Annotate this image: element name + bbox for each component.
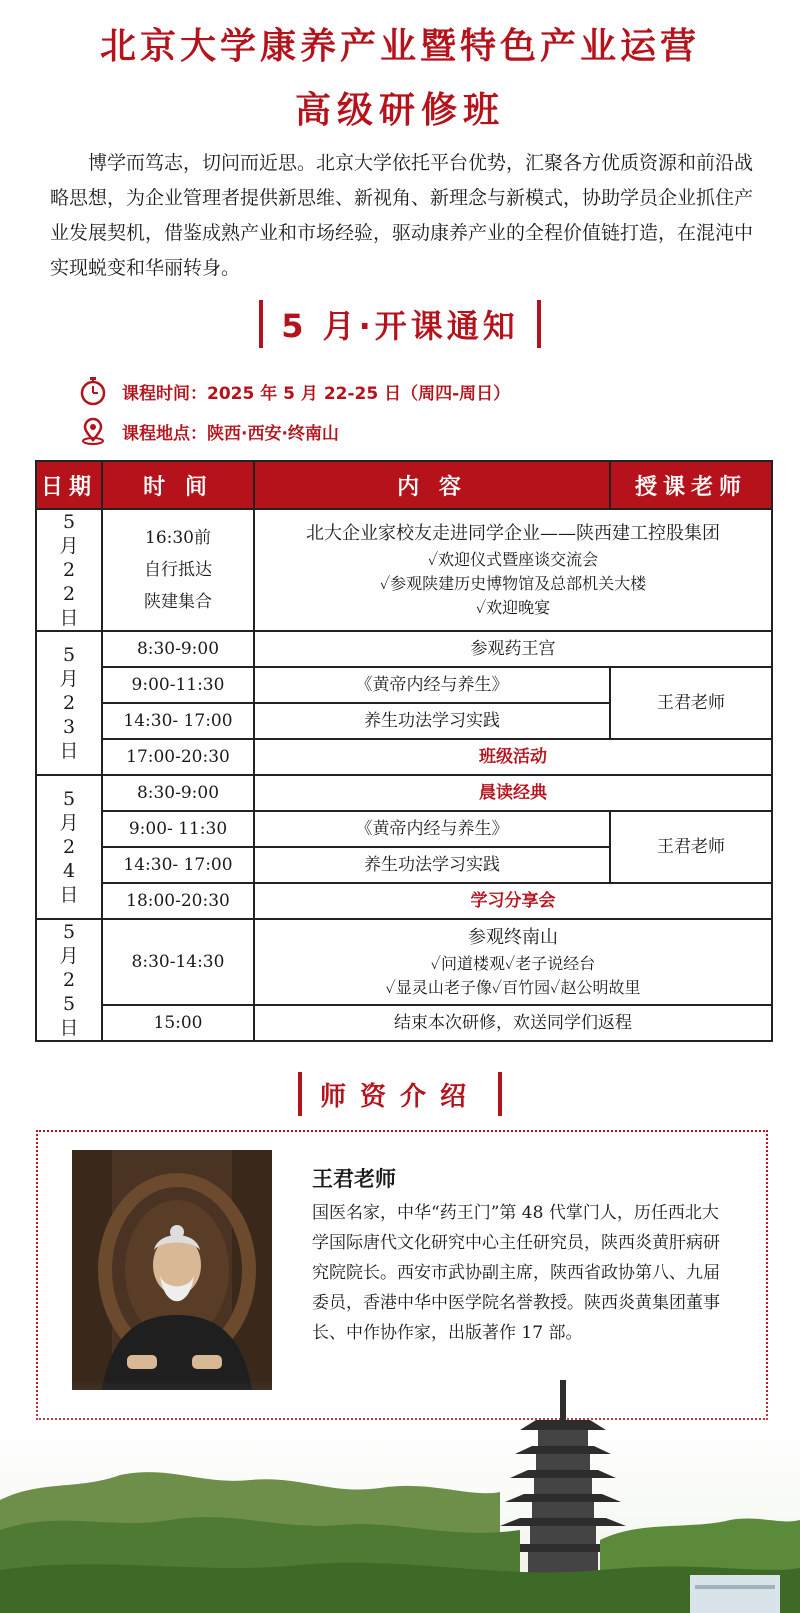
teacher-portrait xyxy=(72,1150,272,1390)
teacher-cell: 王君老师 xyxy=(610,811,772,883)
date-cell xyxy=(36,631,102,775)
time-cell: 15:00 xyxy=(102,1005,254,1041)
content-cell: 《黄帝内经与养生》 xyxy=(254,667,610,703)
date-cell xyxy=(36,509,102,631)
location-pin-icon xyxy=(78,416,108,446)
content-cell xyxy=(254,919,772,1005)
time-cell xyxy=(102,509,254,631)
time-line: 陕建集合 xyxy=(144,592,212,612)
teacher-bio: 国医名家，中华“药王门”第 48 代掌门人，历任西北大学国际唐代文化研究中心主任研究员，陕西炎黄肝病研究院院长。西安市武协副主席，陕西省政协第八、九届委员，香港中华中医学院名誉教授。陕西炎黄集团董事长、中作协作家，出版著作 17 部。 xyxy=(312,1203,720,1343)
table-row xyxy=(36,919,772,1005)
content-line: 参观终南山 xyxy=(468,927,558,948)
table-row xyxy=(36,509,772,631)
content-cell: 班级活动 xyxy=(254,739,772,775)
header-content: 内 容 xyxy=(254,461,610,509)
table-row xyxy=(36,631,772,667)
table-row xyxy=(36,667,772,703)
date-text: 5月22日 xyxy=(59,511,79,629)
date-cell xyxy=(36,775,102,919)
content-line: 北大企业家校友走进同学企业——陕西建工控股集团 xyxy=(306,523,720,544)
date-text: 5月23日 xyxy=(59,644,79,762)
content-cell: 结束本次研修，欢送同学们返程 xyxy=(254,1005,772,1041)
date-text: 5月25日 xyxy=(59,921,79,1039)
time-cell: 17:00-20:30 xyxy=(102,739,254,775)
content-cell xyxy=(254,509,772,631)
divider xyxy=(537,300,541,348)
content-cell: 养生功法学习实践 xyxy=(254,703,610,739)
header-teacher: 授课老师 xyxy=(610,461,772,509)
content-cell: 学习分享会 xyxy=(254,883,772,919)
content-cell: 参观药王宫 xyxy=(254,631,772,667)
table-row xyxy=(36,883,772,919)
content-line: ✓问道楼观✓老子说经台 xyxy=(430,954,596,973)
time-line: 自行抵达 xyxy=(144,560,212,580)
teacher-name: 王君老师 xyxy=(312,1167,396,1191)
header-date: 日期 xyxy=(36,461,102,509)
time-cell: 9:00- 11:30 xyxy=(102,811,254,847)
time-cell: 14:30- 17:00 xyxy=(102,847,254,883)
course-location xyxy=(78,416,339,446)
date-text: 5月24日 xyxy=(59,788,79,906)
content-cell: 《黄帝内经与养生》 xyxy=(254,811,610,847)
time-cell: 8:30-9:00 xyxy=(102,775,254,811)
stopwatch-icon xyxy=(78,376,108,406)
header-time: 时 间 xyxy=(102,461,254,509)
course-location-text: 课程地点：陕西·西安·终南山 xyxy=(122,423,339,444)
table-row xyxy=(36,775,772,811)
table-row xyxy=(36,739,772,775)
time-cell: 9:00-11:30 xyxy=(102,667,254,703)
schedule-table xyxy=(35,460,773,1042)
content-cell: 养生功法学习实践 xyxy=(254,847,610,883)
teacher-heading-text: 师资介绍 xyxy=(319,1081,480,1112)
intro-paragraph: 博学而笃志，切问而近思。北京大学依托平台优势，汇聚各方优质资源和前沿战略思想，为企业管理者提供新思维、新视角、新理念与新模式，协助学员企业抓住产业发展契机，借鉴成熟产业和市场经验，驱动康养产业的全程价值链打造，在混沌中实现蜕变和华丽转身。 xyxy=(50,152,754,279)
table-row xyxy=(36,1005,772,1041)
page-title-line2: 高级研修班 xyxy=(294,90,505,131)
table-header-row xyxy=(36,461,772,509)
table-row xyxy=(36,811,772,847)
time-line: 16:30前 xyxy=(145,528,211,548)
time-cell: 18:00-20:30 xyxy=(102,883,254,919)
page-title-line1: 北京大学康养产业暨特色产业运营 xyxy=(99,26,700,67)
content-line: ✓参观陕建历史博物馆及总部机关大楼 xyxy=(379,574,647,593)
time-cell: 14:30- 17:00 xyxy=(102,703,254,739)
teacher-cell: 王君老师 xyxy=(610,667,772,739)
divider xyxy=(498,1072,502,1116)
content-cell: 晨读经典 xyxy=(254,775,772,811)
course-time-text: 课程时间：2025 年 5 月 22-25 日（周四-周日） xyxy=(122,383,511,404)
landscape-illustration xyxy=(0,1380,800,1613)
content-line: ✓显灵山老子像✓百竹园✓赵公明故里 xyxy=(385,978,641,997)
time-cell: 8:30-14:30 xyxy=(102,919,254,1005)
teacher-section-heading xyxy=(0,1072,800,1116)
content-line: ✓欢迎仪式暨座谈交流会 xyxy=(427,550,599,569)
time-cell: 8:30-9:00 xyxy=(102,631,254,667)
date-cell xyxy=(36,919,102,1041)
content-line: ✓欢迎晚宴 xyxy=(475,598,551,617)
course-time xyxy=(78,376,510,406)
notice-heading-text: 5 月·开课通知 xyxy=(281,307,519,345)
notice-heading xyxy=(0,300,800,348)
